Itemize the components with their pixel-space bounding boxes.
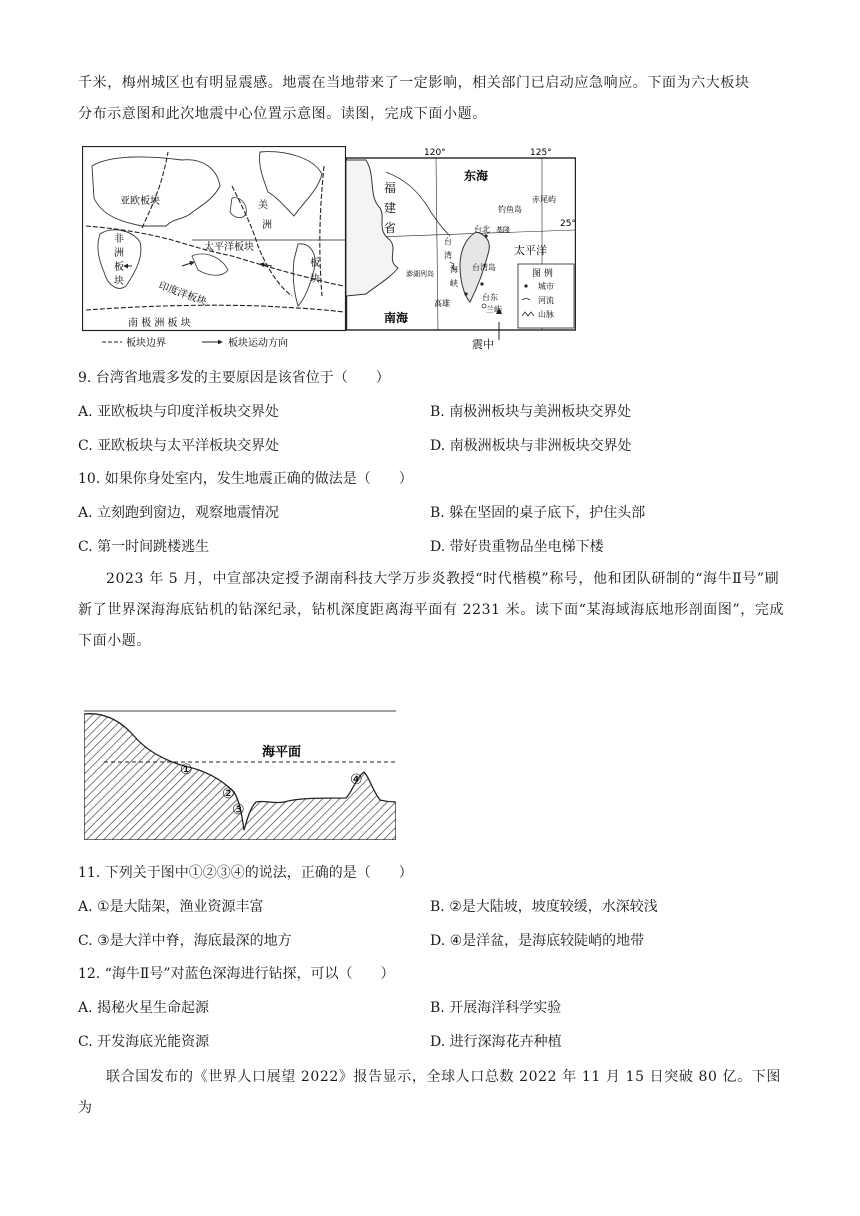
taidong-label: 台东 <box>482 293 498 302</box>
africa-label-2: 洲 <box>114 248 124 259</box>
marker-3: ③ <box>232 802 245 818</box>
east-sea-label: 东海 <box>464 169 489 183</box>
gaoxiong-label: 高雄 <box>434 299 450 308</box>
strait-label-1: 台 <box>444 237 452 246</box>
america-label-1: 美 <box>258 200 268 211</box>
taiwan-island-label: 台湾岛 <box>472 263 496 272</box>
lon-120: 120° <box>424 148 446 158</box>
question-12-option-b: B. 开展海洋科学实验 <box>430 1000 562 1016</box>
america-label-2: 洲 <box>262 220 272 231</box>
legend-title: 图 例 <box>532 269 553 279</box>
fujian-label-2: 建 <box>384 201 397 215</box>
chiwei-label: 赤尾屿 <box>532 195 556 204</box>
marker-2: ② <box>222 786 235 802</box>
question-11-option-b: B. ②是大陆坡，坡度较缓，水深较浅 <box>430 899 658 915</box>
legend-city: 城市 <box>538 282 554 291</box>
intro-paragraph-2 <box>78 564 790 657</box>
question-12-option-a: A. 揭秘火星生命起源 <box>78 1000 210 1016</box>
question-9-option-d: D. 南极洲板块与非洲板块交界处 <box>430 438 632 454</box>
question-10-option-b: B. 躲在坚固的桌子底下，护住头部 <box>430 505 646 521</box>
eurasia-plate-label: 亚欧板块 <box>120 196 160 207</box>
question-9-option-a: A. 亚欧板块与印度洋板块交界处 <box>78 404 280 420</box>
penghu-label: 澎湖列岛 <box>406 270 434 278</box>
epicenter-label: 震中 <box>472 338 494 350</box>
africa-label-1: 非 <box>114 234 124 245</box>
question-11-option-d: D. ④是洋盆，是海底较陡峭的地带 <box>430 933 645 949</box>
legend-river: 河流 <box>538 296 554 305</box>
plates-map <box>82 146 346 350</box>
question-10-option-a: A. 立刻跑到窗边，观察地震情况 <box>78 505 280 521</box>
diaoyu-label: 钓鱼岛 <box>498 205 522 214</box>
antarctic-plate-label: 南 极 洲 板 块 <box>128 318 191 329</box>
africa-label-4: 块 <box>114 276 124 287</box>
strait-label-2: 湾 <box>444 251 452 260</box>
marker-1: ① <box>180 762 193 778</box>
question-12-option-d: D. 进行深海花卉种植 <box>430 1034 562 1050</box>
intro-paragraph-3 <box>78 1062 790 1124</box>
legend-mountain: 山脉 <box>538 310 554 319</box>
lat-25: 25° <box>560 219 576 229</box>
strait-label-4: 峡 <box>450 279 458 288</box>
indian-plate-label: 印度洋板块 <box>156 280 208 308</box>
question-10-stem: 10. 如果你身处室内，发生地震正确的做法是（ ） <box>78 471 413 487</box>
question-12-option-c: C. 开发海底光能资源 <box>78 1034 210 1050</box>
intro-paragraph-1 <box>78 68 790 130</box>
question-9-option-c: C. 亚欧板块与太平洋板块交界处 <box>78 438 280 454</box>
pacific-plate-label: 太平洋板块 <box>204 242 254 253</box>
lon-125: 125° <box>530 148 552 158</box>
epicenter-map <box>346 146 576 350</box>
question-11-stem: 11. 下列关于图中①②③④的说法，正确的是（ ） <box>78 865 413 881</box>
jilong-label: 基隆 <box>496 226 510 234</box>
intro-line: 联合国发布的《世界人口展望 2022》报告显示，全球人口总数 2022 年 11 月 15 日突破 80 亿。下图为 <box>78 1069 781 1116</box>
strait-label-3: 海 <box>450 265 458 274</box>
fujian-label-3: 省 <box>384 221 397 235</box>
question-9-stem: 9. 台湾省地震多发的主要原因是该省位于（ ） <box>78 370 390 386</box>
question-11-option-a: A. ①是大陆架，渔业资源丰富 <box>78 899 264 915</box>
question-12-stem: 12. “海牛Ⅱ号”对蓝色深海进行钻探，可以（ ） <box>78 966 395 982</box>
legend-boundary: 板块边界 <box>126 338 166 349</box>
question-10-option-d: D. 带好贵重物品坐电梯下楼 <box>430 539 604 555</box>
intro-line: 图”，完成下面小题。 <box>78 602 785 649</box>
intro-line: 2023 年 5 月，中宣部决定授予湖南科技大学万步炎教授“时代楷模”称号，他和团队研制的“海牛Ⅱ <box>106 571 743 587</box>
america-plate-label-1: 板 <box>310 258 320 269</box>
marker-4: ④ <box>350 772 363 788</box>
south-sea-label: 南海 <box>384 311 409 325</box>
legend-motion: 板块运动方向 <box>228 338 288 349</box>
intro-line: 号”刷新了世界深海海底钻机的钻深纪录，钻机深度距离海平面有 2231 米。读下面“某海域海底地形剖面 <box>78 571 780 618</box>
africa-label-3: 板 <box>114 262 124 273</box>
sea-level-label: 海平面 <box>262 745 302 760</box>
question-10-option-c: C. 第一时间跳楼逃生 <box>78 539 210 555</box>
lanyu-label: 兰屿 <box>486 305 502 314</box>
taipei-label: 台北 <box>474 225 490 234</box>
fujian-label-1: 福 <box>384 181 397 195</box>
question-11-option-c: C. ③是大洋中脊，海底最深的地方 <box>78 933 292 949</box>
intro-line: 千米，梅州城区也有明显震感。地震在当地带来了一定影响，相关部门已启动应急响应。下面为六大板块 <box>78 75 750 91</box>
seabed-profile <box>84 706 396 840</box>
pacific-label: 太平洋 <box>514 244 547 257</box>
intro-line: 分布示意图和此次地震中心位置示意图。读图，完成下面小题。 <box>78 106 487 122</box>
america-plate-label-2: 块 <box>310 274 320 285</box>
question-9-option-b: B. 南极洲板块与美洲板块交界处 <box>430 404 632 420</box>
